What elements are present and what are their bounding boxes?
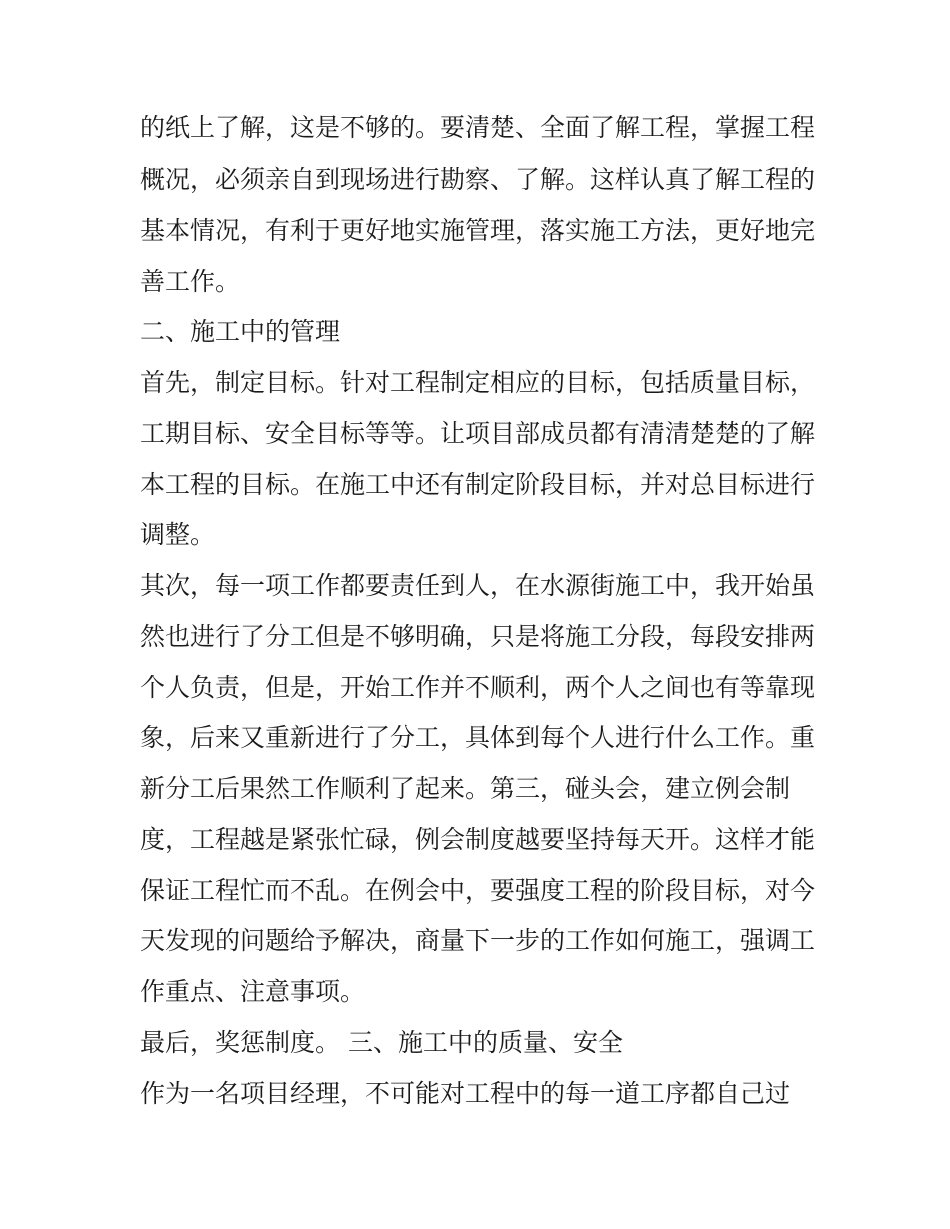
text-line: 作重点、注意事项。	[140, 977, 366, 1006]
text-line: 工期目标、安全目标等等。让项目部成员都有清清楚楚的了解	[140, 419, 816, 448]
text-line: 首先，制定目标。针对工程制定相应的目标，包括质量目标，	[140, 368, 816, 397]
text-line: 调整。	[140, 520, 216, 549]
text-line: 作为一名项目经理，不可能对工程中的每一道工序都自己过	[140, 1079, 791, 1108]
text-line: 善工作。	[140, 267, 241, 296]
text-line: 其次，每一项工作都要责任到人，在水源街施工中，我开始虽	[140, 571, 816, 600]
text-line: 的纸上了解，这是不够的。要清楚、全面了解工程，掌握工程	[140, 113, 816, 142]
section-heading: 二、施工中的管理	[140, 317, 341, 346]
text-line: 概况，必须亲自到现场进行勘察、了解。这样认真了解工程的	[140, 165, 816, 194]
text-line: 象，后来又重新进行了分工，具体到每个人进行什么工作。重	[140, 723, 816, 752]
text-line: 新分工后果然工作顺利了起来。第三，碰头会，建立例会制	[140, 774, 791, 803]
text-line: 最后，奖惩制度。 三、施工中的质量、安全	[140, 1028, 623, 1057]
text-line: 天发现的问题给予解决，商量下一步的工作如何施工，强调工	[140, 926, 816, 955]
text-line: 然也进行了分工但是不够明确，只是将施工分段，每段安排两	[140, 622, 816, 651]
text-line: 保证工程忙而不乱。在例会中，要强度工程的阶段目标，对今	[140, 876, 816, 905]
text-line: 度，工程越是紧张忙碌，例会制度越要坚持每天开。这样才能	[140, 825, 816, 854]
text-line: 个人负责，但是，开始工作并不顺利，两个人之间也有等靠现	[140, 673, 816, 702]
text-line: 本工程的目标。在施工中还有制定阶段目标，并对总目标进行	[140, 470, 816, 499]
text-line: 基本情况，有利于更好地实施管理，落实施工方法，更好地完	[140, 216, 816, 245]
